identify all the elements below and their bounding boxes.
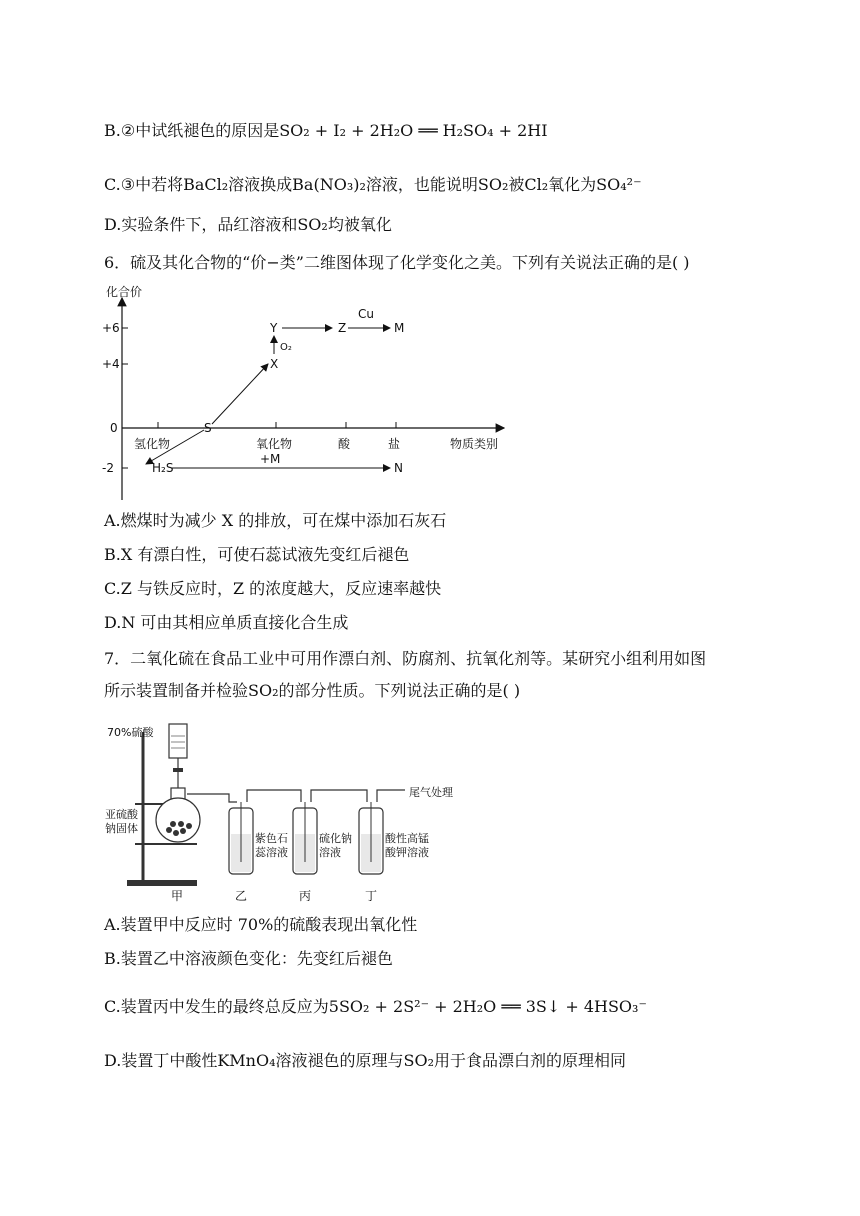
x-category: 酸 xyxy=(338,437,351,451)
y-axis-title: 化合价 xyxy=(106,285,143,299)
device-name: 甲 xyxy=(171,889,184,902)
node-m: M xyxy=(394,321,405,335)
q5-option-d: D.实验条件下，品红溶液和SO₂均被氧化 xyxy=(104,215,392,234)
node-n: N xyxy=(394,461,403,475)
tail-gas-label: 尾气处理 xyxy=(409,786,453,799)
x-category: 盐 xyxy=(388,437,401,451)
solid-label-line1: 亚硫酸 xyxy=(105,808,138,821)
valence-class-diagram xyxy=(100,280,520,505)
q7-stem-line1: 7．二氧化硫在食品工业中可用作漂白剂、防腐剂、抗氧化剂等。某研究小组利用如图 xyxy=(104,649,707,668)
q6-option-c: C.Z 与铁反应时，Z 的浓度越大，反应速率越快 xyxy=(104,579,442,598)
device-name: 丁 xyxy=(365,889,378,902)
device-name: 乙 xyxy=(235,889,248,902)
bottle-label: 硫化钠 xyxy=(319,832,352,845)
bottle-label: 酸钾溶液 xyxy=(385,846,429,859)
x-category: 氧化物 xyxy=(256,437,293,451)
node-x: X xyxy=(270,357,279,371)
dropping-funnel xyxy=(169,724,187,758)
device-name: 丙 xyxy=(299,889,312,902)
q7-option-d: D.装置丁中酸性KMnO₄溶液褪色的原理与SO₂用于食品漂白剂的原理相同 xyxy=(104,1051,627,1070)
q7-option-b: B.装置乙中溶液颜色变化：先变红后褪色 xyxy=(104,949,393,968)
bottle-label: 蕊溶液 xyxy=(255,846,288,859)
q7-option-c: C.装置丙中发生的最终总反应为5SO₂ + 2S²⁻ + 2H₂O ══ 3S↓ + 4HSO₃⁻ xyxy=(104,997,647,1016)
q5-option-b: B.②中试纸褪色的原因是SO₂ + I₂ + 2H₂O ══ H₂SO₄ + 2HI xyxy=(104,121,548,140)
q7-option-a: A.装置甲中反应时 70%的硫酸表现出氧化性 xyxy=(104,915,418,934)
x-category: 物质类别 xyxy=(450,437,499,451)
node-h2s: H₂S xyxy=(152,461,174,475)
y-tick: +6 xyxy=(102,321,120,335)
node-z: Z xyxy=(338,321,347,335)
stand-base xyxy=(127,880,197,886)
q6-stem: 6．硫及其化合物的“价−类”二维图体现了化学变化之美。下列有关说法正确的是( ) xyxy=(104,253,690,272)
round-bottom-flask xyxy=(156,798,200,842)
bottle-label: 酸性高锰 xyxy=(385,832,429,845)
bottle-label: 溶液 xyxy=(319,846,341,859)
edge-label-o2: O₂ xyxy=(280,342,292,353)
bottle-label: 紫色石 xyxy=(255,832,288,845)
apparatus-diagram xyxy=(105,712,465,902)
bottle-ding xyxy=(359,802,383,874)
node-y: Y xyxy=(270,321,278,335)
q6-option-d: D.N 可由其相应单质直接化合生成 xyxy=(104,613,349,632)
x-category: 氢化物 xyxy=(134,437,171,451)
edge-label-plus-m: +M xyxy=(260,452,281,466)
y-tick: 0 xyxy=(110,421,118,435)
bottle-bing xyxy=(293,802,317,874)
y-tick: +4 xyxy=(102,357,120,371)
node-s: S xyxy=(204,421,212,435)
q7-stem-line2: 所示装置制备并检验SO₂的部分性质。下列说法正确的是( ) xyxy=(104,681,521,700)
bottle-yi xyxy=(229,802,253,874)
q5-option-c: C.③中若将BaCl₂溶液换成Ba(NO₃)₂溶液，也能说明SO₂被Cl₂氧化为SO₄²⁻ xyxy=(104,175,642,194)
y-tick: -2 xyxy=(102,461,114,475)
solid-label-line2: 钠固体 xyxy=(105,822,138,835)
q6-option-b: B.X 有漂白性，可使石蕊试液先变红后褪色 xyxy=(104,545,410,564)
q6-option-a: A.燃煤时为减少 X 的排放，可在煤中添加石灰石 xyxy=(104,511,447,530)
edge-label-cu: Cu xyxy=(358,307,374,321)
acid-label: 70%硫酸 xyxy=(107,726,154,739)
